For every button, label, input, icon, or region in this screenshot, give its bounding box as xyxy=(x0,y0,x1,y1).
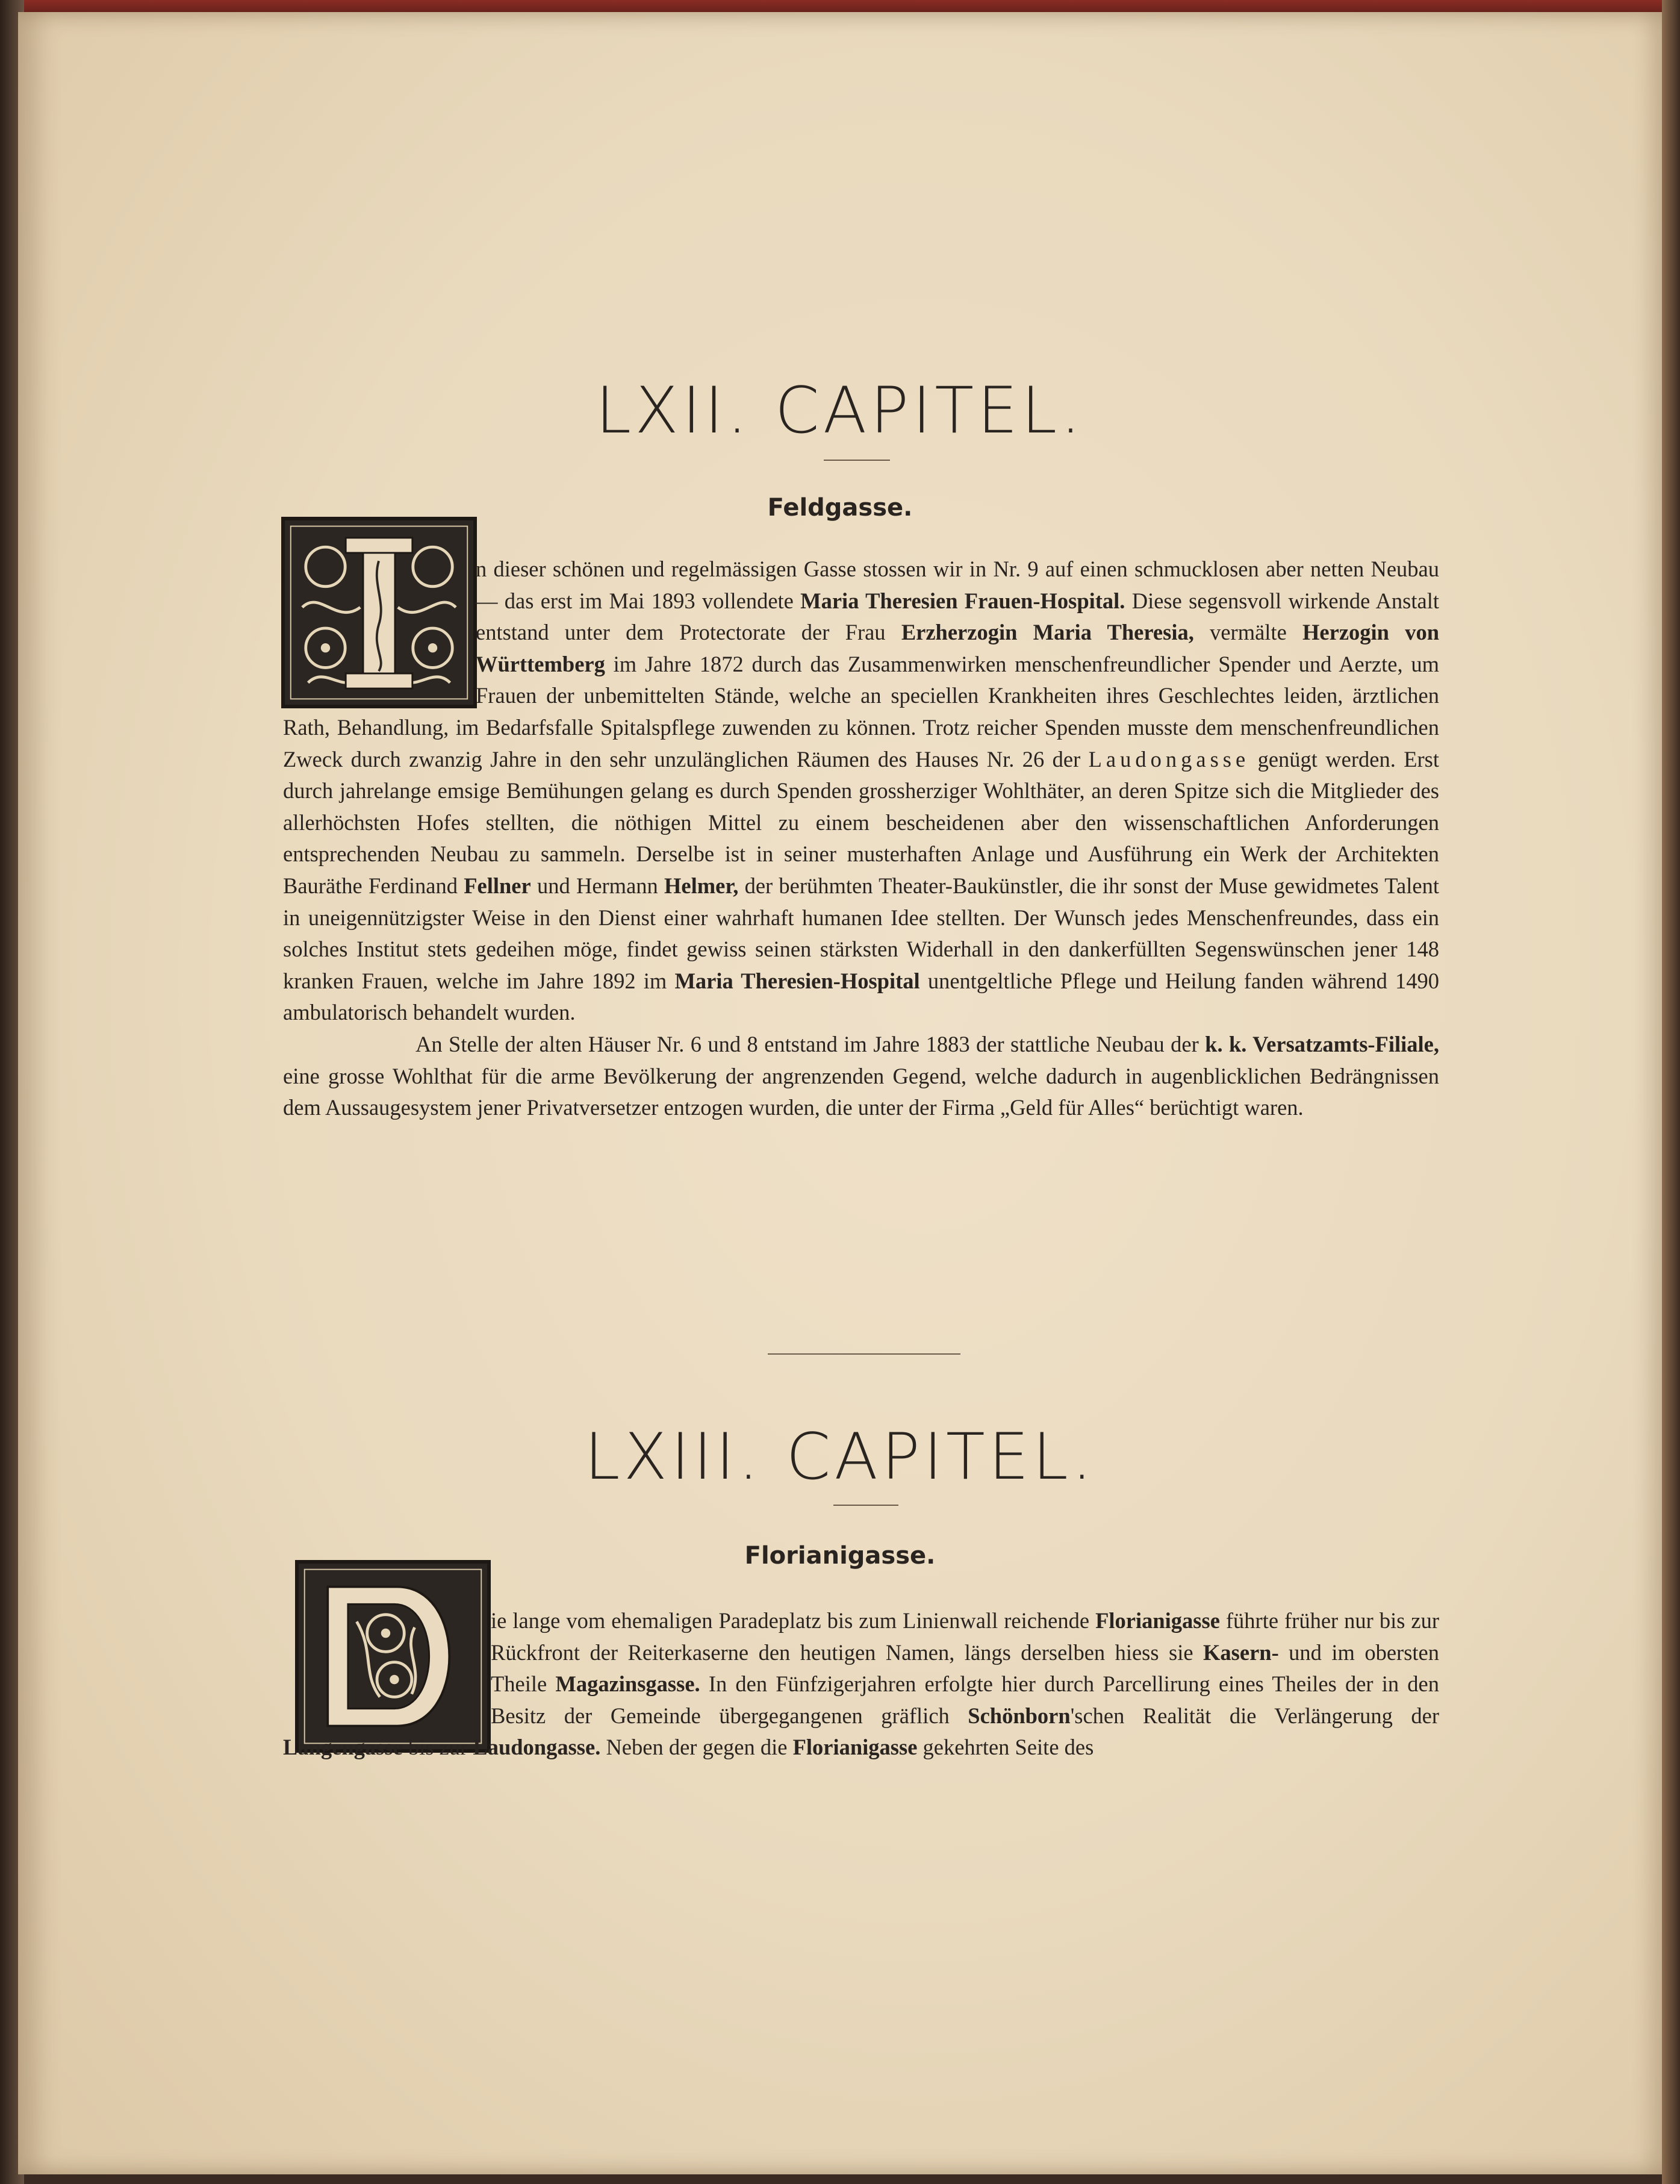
name-erzherzogin-maria-theresia: Erzherzogin Maria Theresia, xyxy=(901,620,1194,645)
name-helmer: Helmer, xyxy=(664,873,739,898)
text-run: gekehrten Seite des xyxy=(917,1735,1094,1760)
feldgasse-paragraph-2 xyxy=(283,1029,1439,1124)
name-kasern: Kasern- xyxy=(1203,1640,1279,1665)
name-magazinsgasse: Magazinsgasse. xyxy=(555,1671,700,1697)
chapter-separator-rule xyxy=(768,1353,960,1355)
title-rule xyxy=(824,460,890,461)
text-run: der berühmten Theater-Baukünstler, die ihr sonst der Muse gewidmetes Talent in uneigennützigster Weise in den Dienst einer wahrhaft humanen Idee stellten. Der Wunsch jedes Menschenfreundes, dass ein solches Institut stets gedeihen möge, findet gewiss seinen stärksten Widerhall in den dankerfüllten Segenswünschen jener 148 kranken Frauen, welche im Jahre 1892 im xyxy=(283,873,1439,993)
florianigasse-paragraph-1 xyxy=(283,1605,1439,1764)
text-run: eine grosse Wohlthat für die arme Bevölkerung der angrenzenden Gegend, welche dadurch in augenblicklichen Bedrängnissen dem Aussaugesystem jener Privatversetzer entzogen wurden, die unter der Firma „Geld für Alles“ berüchtigt waren. xyxy=(283,1063,1439,1120)
name-florianigasse: Florianigasse xyxy=(1095,1608,1220,1633)
florianigasse-body xyxy=(283,1605,1439,1764)
dropcap-spacer xyxy=(283,552,476,708)
text-run: n dieser schönen und regelmässigen Gasse stossen wir in Nr. 9 auf einen schmucklosen aber netten Neubau — das erst im Mai 1893 vollendete xyxy=(476,557,1439,613)
text-run: ie lange vom ehemaligen Paradeplatz bis zum Linienwall reichende xyxy=(491,1608,1096,1633)
text-run: In den Fünfzigerjahren erfolgte hier durch Parcellirung eines Theiles der in den Besitz der Gemeinde übergegangenen gräflich xyxy=(491,1671,1439,1728)
text-run: An Stelle der alten Häuser Nr. 6 und 8 entstand im Jahre 1883 der stattliche Neubau der xyxy=(415,1031,1206,1056)
name-laudongasse-2: Laudongasse. xyxy=(473,1735,601,1760)
name-langengasse: Langengasse xyxy=(283,1735,403,1760)
book-right-edge xyxy=(1662,0,1680,2184)
title-rule xyxy=(833,1505,898,1506)
text-run: vermälte xyxy=(1193,620,1303,645)
section-title-florianigasse: Florianigasse. xyxy=(744,1542,936,1570)
text-run: im Jahre 1872 durch das Zusammenwirken menschenfreundlicher Spender und Aerzte, um Frauen der unbemittelten Stände, welche an speciellen Krankheiten ihres Geschlechtes leiden, ärztlichen Rath, Behandlung, im Bedarfsfalle Spitalspflege zuwenden zu können. Trotz reicher Spenden musste dem menschenfreundlichen Zweck durch zwanzig Jahre in den sehr unzulänglichen Räumen des Hauses Nr. 26 der xyxy=(283,651,1439,772)
name-laudongasse: Laudongasse xyxy=(1088,746,1250,772)
section-title-feldgasse: Feldgasse. xyxy=(767,494,913,522)
text-run: Diese segensvoll wirkende Anstalt entstand unter dem Protectorate der Frau xyxy=(476,588,1439,645)
name-florianigasse-2: Florianigasse xyxy=(792,1735,918,1760)
text-run: und im obersten Theile xyxy=(491,1640,1439,1697)
chapter-title-lxiii: LXIII. CAPITEL. xyxy=(584,1420,1096,1494)
text-run: Neben der gegen die xyxy=(600,1735,793,1760)
feldgasse-body xyxy=(283,554,1439,1124)
text-run: und Hermann xyxy=(530,873,665,898)
name-versatzamts-filiale: k. k. Versatzamts-Filiale, xyxy=(1205,1031,1439,1056)
text-run: 'schen Realität die Verlängerung der xyxy=(1070,1703,1439,1728)
text-run: genügt werden. Erst durch jahrelange emsige Bemühungen gelang es durch Spenden grossherziger Wohlthäter, an deren Spitze sich die Mitglieder des allerhöchsten Hofes stellten, die nöthigen Mittel zu einem bescheidenen aber den wissenschaftlichen Anforderungen entsprechenden Neubau zu sammeln. Derselbe ist in seiner musterhaften Anlage und Ausführung ein Werk der Architekten Bauräthe Ferdinand xyxy=(283,746,1439,898)
text-run: unentgeltliche Pflege und Heilung fanden während 1490 ambulatorisch behandelt wurden. xyxy=(283,968,1439,1025)
feldgasse-paragraph-1 xyxy=(283,554,1439,1029)
name-maria-theresien-frauen-hospital: Maria Theresien Frauen-Hospital. xyxy=(800,588,1125,613)
name-schoenborn: Schönborn xyxy=(968,1703,1071,1728)
text-run: bis zur xyxy=(402,1735,473,1760)
name-fellner: Fellner xyxy=(464,873,531,898)
text-run: führte früher nur bis zur Rückfront der Reiterkaserne den heutigen Namen, längs derselben hiess sie xyxy=(491,1608,1440,1665)
name-herzogin-von-wuerttemberg: Herzogin von Württemberg xyxy=(476,620,1440,676)
chapter-title-lxii: LXII. CAPITEL. xyxy=(596,373,1084,448)
dropcap-spacer xyxy=(283,1605,491,1732)
name-maria-theresien-hospital: Maria Theresien-Hospital xyxy=(674,968,920,993)
